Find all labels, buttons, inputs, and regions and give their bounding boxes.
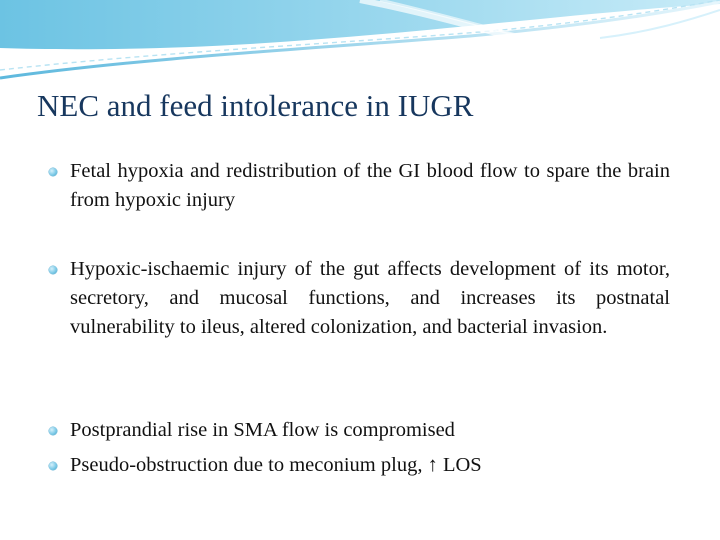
slide-title: NEC and feed intolerance in IUGR (37, 88, 474, 123)
bullet-dot-icon (49, 427, 57, 435)
bullet-dot-icon (49, 168, 57, 176)
bullet-text: Fetal hypoxia and redistribution of the GI blood flow to spare the brain from hypoxic injury (70, 160, 670, 211)
bullet-dot-icon (49, 462, 57, 470)
bullet-text: Postprandial rise in SMA flow is compromised (70, 419, 455, 441)
bullet-text: Hypoxic-ischaemic injury of the gut affects development of its motor, secretory, and mucosal functions, and increases its postnatal vulnerability to ileus, altered colonization, and bacterial invasion. (70, 258, 670, 338)
bullet-text: Pseudo-obstruction due to meconium plug, ↑ LOS (70, 454, 482, 476)
bullet-dot-icon (49, 266, 57, 274)
